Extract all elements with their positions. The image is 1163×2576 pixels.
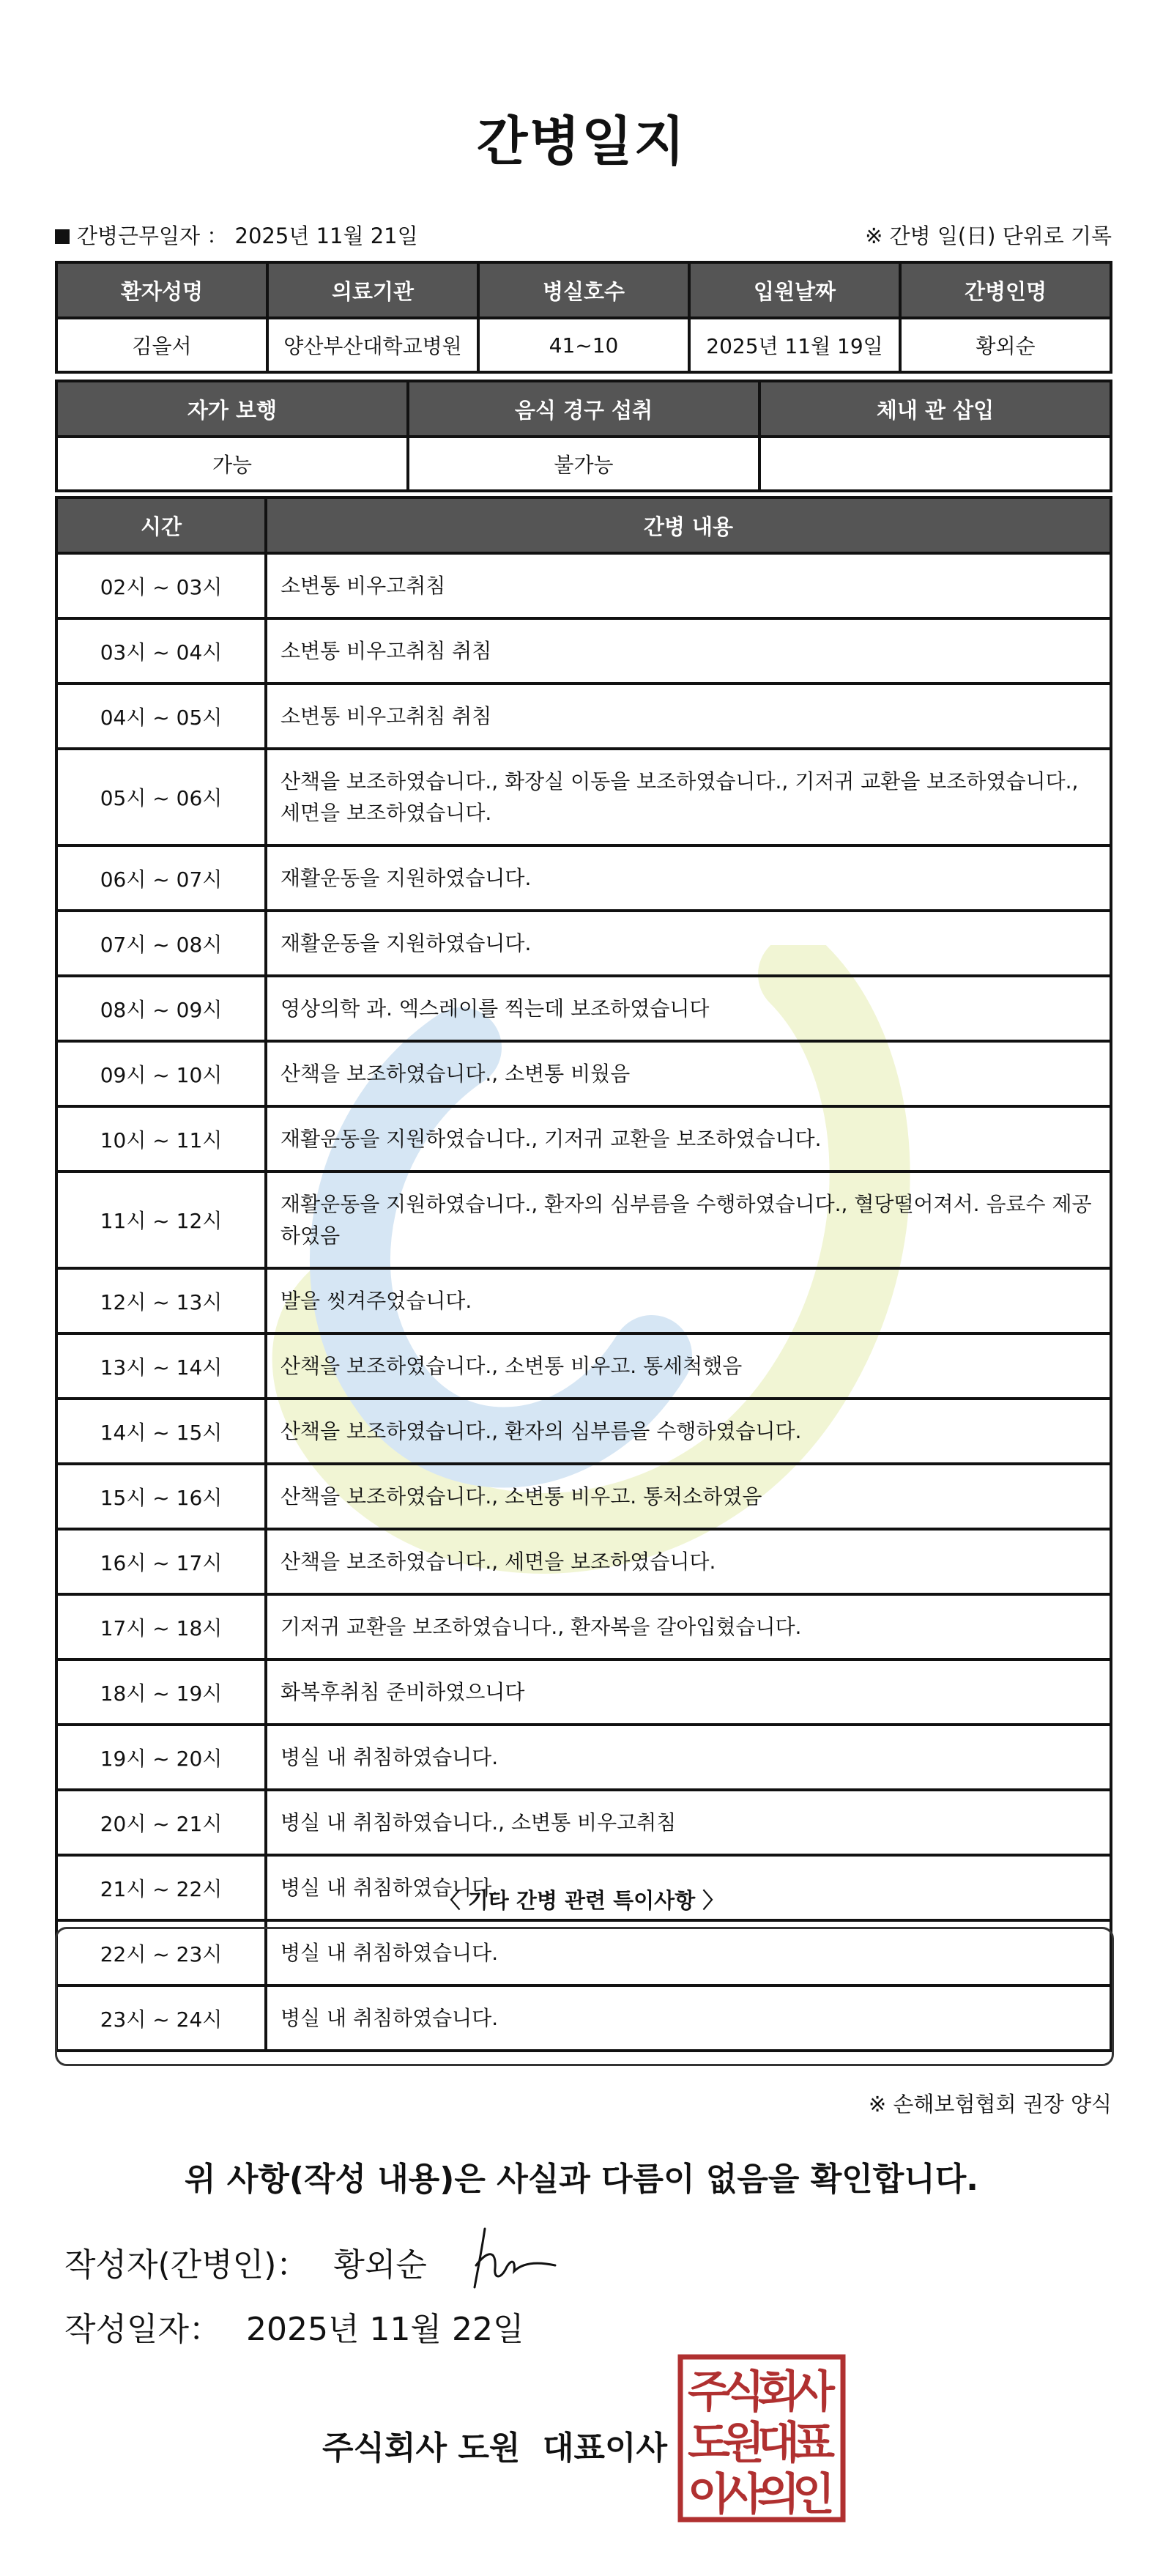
log-row [56, 749, 1111, 845]
header-oral-intake: 음식 경구 섭취 [408, 381, 759, 437]
work-date-label: 간병근무일자 ： [77, 223, 228, 248]
log-row [56, 553, 1111, 618]
header-hospital: 의료기관 [267, 262, 478, 318]
log-row [56, 684, 1111, 749]
header-tube-insertion: 체내 관 삽입 [759, 381, 1111, 437]
log-content: 발을 씻겨주었습니다. [266, 1268, 1111, 1333]
log-content: 소변통 비우고취침 [266, 553, 1111, 618]
self-walking-value: 가능 [56, 437, 408, 491]
log-row [56, 1268, 1111, 1333]
log-row [56, 618, 1111, 684]
log-time: 08시 ~ 09시 [56, 976, 266, 1041]
log-content: 산책을 보조하였습니다., 환자의 심부름을 수행하였습니다. [266, 1399, 1111, 1464]
log-row [56, 911, 1111, 976]
log-row [56, 1529, 1111, 1594]
log-row [56, 845, 1111, 911]
svg-text:회: 회 [757, 2366, 800, 2418]
log-content: 소변통 비우고취침 취침 [266, 684, 1111, 749]
log-content: 기저귀 교환을 보조하였습니다., 환자복을 갈아입혔습니다. [266, 1594, 1111, 1659]
log-time: 10시 ~ 11시 [56, 1106, 266, 1172]
log-row [56, 1659, 1111, 1725]
log-content: 산책을 보조하였습니다., 세면을 보조하였습니다. [266, 1529, 1111, 1594]
log-row [56, 1594, 1111, 1659]
log-time: 14시 ~ 15시 [56, 1399, 266, 1464]
square-bullet-icon [55, 229, 70, 244]
log-content: 화복후취침 준비하였으니다 [266, 1659, 1111, 1725]
recommended-form-note: ※ 손해보험협회 권장 양식 [868, 2092, 1112, 2117]
log-time: 19시 ~ 20시 [56, 1725, 266, 1790]
log-content: 재활운동을 지원하였습니다., 기저귀 교환을 보조하였습니다. [266, 1106, 1111, 1172]
svg-text:원: 원 [722, 2418, 765, 2469]
log-content: 병실 내 취침하였습니다. [266, 1920, 1111, 1985]
notes-title: 〈 기타 간병 관련 특이사항 〉 [439, 1888, 724, 1913]
log-row [56, 1725, 1111, 1790]
admission-date: 2025년 11월 19일 [689, 318, 900, 372]
log-row [56, 1399, 1111, 1464]
svg-text:대: 대 [757, 2418, 800, 2469]
header-care-content: 간병 내용 [266, 497, 1111, 553]
signature [469, 2220, 564, 2293]
log-content: 재활운동을 지원하였습니다., 환자의 심부름을 수행하였습니다., 혈당떨어져서. 음료수 제공하였음 [266, 1172, 1111, 1268]
log-content: 산책을 보조하였습니다., 소변통 비웠음 [266, 1041, 1111, 1106]
log-content: 재활운동을 지원하였습니다. [266, 911, 1111, 976]
log-content: 산책을 보조하였습니다., 소변통 비우고. 통세척했음 [266, 1333, 1111, 1399]
log-content: 산책을 보조하였습니다., 소변통 비우고. 통처소하였음 [266, 1464, 1111, 1529]
work-date [55, 220, 418, 250]
tube-insertion-value [759, 437, 1111, 491]
header-caregiver-name: 간병인명 [900, 262, 1111, 318]
svg-text:주: 주 [688, 2366, 730, 2418]
date-label: 작성일자： [64, 2311, 222, 2348]
log-time: 23시 ~ 24시 [56, 1985, 266, 2051]
log-content: 병실 내 취침하였습니다., 소변통 비우고취침 [266, 1790, 1111, 1855]
patient-status-table [55, 380, 1112, 492]
confirmation-statement: 위 사항(작성 내용)은 사실과 다름이 없음을 확인합니다. [185, 2161, 978, 2198]
date-line [64, 2303, 524, 2350]
writer-label: 작성자(간병인)： [64, 2246, 309, 2284]
svg-text:도: 도 [688, 2418, 730, 2469]
work-date-value: 2025년 11월 21일 [234, 223, 418, 248]
oral-intake-value: 불가능 [408, 437, 759, 491]
header-self-walking: 자가 보행 [56, 381, 408, 437]
written-date: 2025년 11월 22일 [246, 2311, 524, 2348]
log-content: 재활운동을 지원하였습니다. [266, 845, 1111, 911]
log-content: 병실 내 취침하였습니다. [266, 1855, 1111, 1920]
log-time: 06시 ~ 07시 [56, 845, 266, 911]
header-admission-date: 입원날짜 [689, 262, 900, 318]
svg-text:인: 인 [792, 2469, 835, 2520]
record-unit-note: ※ 간병 일(日) 단위로 기록 [865, 223, 1112, 248]
log-content: 산책을 보조하였습니다., 화장실 이동을 보조하였습니다., 기저귀 교환을 보조하였습니다., 세면을 보조하였습니다. [266, 749, 1111, 845]
svg-text:사: 사 [792, 2366, 835, 2418]
hospital-name: 양산부산대학교병원 [267, 318, 478, 372]
notes-box [55, 1927, 1114, 2066]
log-time: 05시 ~ 06시 [56, 749, 266, 845]
header-patient-name: 환자성명 [56, 262, 267, 318]
log-time: 03시 ~ 04시 [56, 618, 266, 684]
log-content: 소변통 비우고취침 취침 [266, 618, 1111, 684]
document-title: 간병일지 [476, 111, 687, 172]
svg-text:이: 이 [688, 2469, 730, 2520]
log-time: 16시 ~ 17시 [56, 1529, 266, 1594]
header-room: 병실호수 [478, 262, 689, 318]
caregiver-name: 황외순 [900, 318, 1111, 372]
log-time: 13시 ~ 14시 [56, 1333, 266, 1399]
svg-text:식: 식 [722, 2366, 765, 2418]
header-time: 시간 [56, 497, 266, 553]
log-time: 04시 ~ 05시 [56, 684, 266, 749]
log-row [56, 1172, 1111, 1268]
patient-info-table [55, 261, 1112, 374]
writer-name: 황외순 [333, 2246, 427, 2284]
log-content: 영상의학 과. 엑스레이를 찍는데 보조하였습니다 [266, 976, 1111, 1041]
log-time: 12시 ~ 13시 [56, 1268, 266, 1333]
log-row [56, 1041, 1111, 1106]
log-time: 09시 ~ 10시 [56, 1041, 266, 1106]
log-time: 20시 ~ 21시 [56, 1790, 266, 1855]
log-row [56, 1333, 1111, 1399]
svg-text:의: 의 [757, 2469, 800, 2520]
log-time: 17시 ~ 18시 [56, 1594, 266, 1659]
company-signatory: 주식회사 도원 대표이사 [322, 2429, 667, 2467]
patient-name: 김을서 [56, 318, 267, 372]
log-time: 11시 ~ 12시 [56, 1172, 266, 1268]
log-row [56, 1790, 1111, 1855]
writer-line [64, 2238, 427, 2285]
svg-text:사: 사 [722, 2469, 765, 2520]
log-time: 21시 ~ 22시 [56, 1855, 266, 1920]
log-row [56, 976, 1111, 1041]
log-content: 병실 내 취침하였습니다. [266, 1725, 1111, 1790]
log-row [56, 1106, 1111, 1172]
log-time: 22시 ~ 23시 [56, 1920, 266, 1985]
log-time: 15시 ~ 16시 [56, 1464, 266, 1529]
svg-text:표: 표 [792, 2418, 835, 2469]
hourly-care-log-table [55, 496, 1112, 2052]
company-seal [677, 2354, 846, 2523]
log-time: 02시 ~ 03시 [56, 553, 266, 618]
room-number: 41~10 [478, 318, 689, 372]
log-time: 18시 ~ 19시 [56, 1659, 266, 1725]
log-content: 병실 내 취침하였습니다. [266, 1985, 1111, 2051]
log-time: 07시 ~ 08시 [56, 911, 266, 976]
log-row [56, 1464, 1111, 1529]
